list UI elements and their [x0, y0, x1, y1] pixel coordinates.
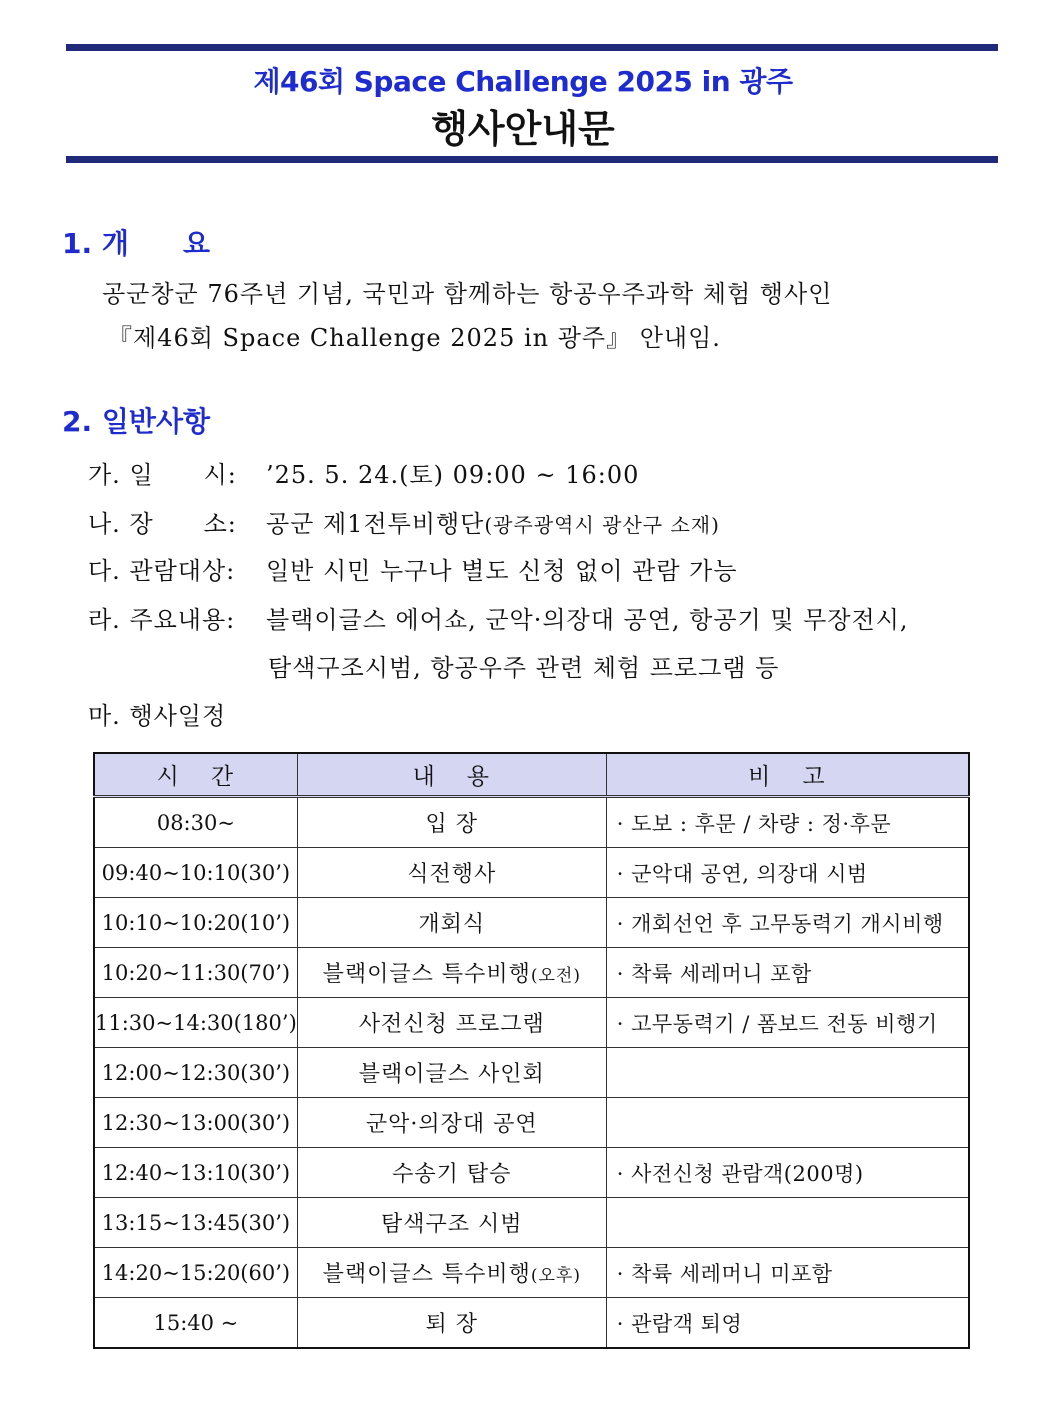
cell-content: 퇴 장	[297, 1298, 606, 1349]
header-content: 내 용	[297, 753, 606, 797]
item-value: ’25. 5. 24.(토) 09:00 ~ 16:00	[266, 461, 640, 489]
section-number: 1.	[62, 227, 93, 260]
cell-time: 09:40~10:10(30’)	[94, 848, 297, 898]
table-row	[94, 1148, 969, 1198]
item-note: (광주광역시 광산구 소재)	[484, 513, 720, 537]
cell-note: · 개회선언 후 고무동력기 개시비행	[606, 898, 969, 948]
table-row	[94, 1298, 969, 1349]
cell-time: 08:30~	[94, 797, 297, 848]
item-value: 일반 시민 누구나 별도 신청 없이 관람 가능	[266, 557, 738, 585]
table-row	[94, 898, 969, 948]
cell-note	[606, 1198, 969, 1248]
item-date	[88, 455, 639, 490]
item-key: 다. 관람대상:	[88, 557, 236, 585]
cell-content: 개회식	[297, 898, 606, 948]
item-audience	[88, 551, 738, 586]
cell-note: · 고무동력기 / 폼보드 전동 비행기	[606, 998, 969, 1048]
cell-time: 15:40 ~	[94, 1298, 297, 1349]
cell-time: 13:15~13:45(30’)	[94, 1198, 297, 1248]
table-row	[94, 1198, 969, 1248]
item-value: 블랙이글스 에어쇼, 군악·의장대 공연, 항공기 및 무장전시,	[266, 606, 909, 634]
cell-content: 사전신청 프로그램	[297, 998, 606, 1048]
table-row	[94, 1048, 969, 1098]
event-subtitle: 제46회 Space Challenge 2025 in 광주	[253, 65, 793, 98]
item-key: 라. 주요내용:	[88, 606, 236, 634]
cell-note	[606, 1098, 969, 1148]
table-row	[94, 797, 969, 848]
page-title: 행사안내문	[431, 107, 615, 151]
section-title-part-b: 요	[182, 227, 210, 260]
cell-time: 10:10~10:20(10’)	[94, 898, 297, 948]
item-value: 공군 제1전투비행단	[266, 510, 485, 538]
section-overview-heading	[62, 222, 210, 262]
cell-note: · 관람객 퇴영	[606, 1298, 969, 1349]
cell-note: · 군악대 공연, 의장대 시범	[606, 848, 969, 898]
item-key: 가. 일 시:	[88, 461, 237, 489]
table-row	[94, 848, 969, 898]
schedule-header-row	[94, 753, 969, 797]
cell-time: 10:20~11:30(70’)	[94, 948, 297, 998]
overview-line-1: 공군창군 76주년 기념, 국민과 함께하는 항공우주과학 체험 행사인	[102, 280, 833, 308]
table-row	[94, 948, 969, 998]
item-contents	[88, 600, 909, 635]
cell-content: 탐색구조 시범	[297, 1198, 606, 1248]
cell-content: 입 장	[297, 797, 606, 848]
cell-content: 수송기 탑승	[297, 1148, 606, 1198]
header-note: 비 고	[606, 753, 969, 797]
cell-content: 블랙이글스 특수비행(오전)	[297, 948, 606, 998]
cell-note: · 사전신청 관람객(200명)	[606, 1148, 969, 1198]
schedule-table	[93, 752, 970, 1349]
item-contents-continued: 탐색구조시범, 항공우주 관련 체험 프로그램 등	[268, 654, 780, 682]
cell-content: 블랙이글스 특수비행(오후)	[297, 1248, 606, 1298]
header-top-rule	[66, 44, 998, 51]
section-title-part-a: 개	[101, 227, 129, 260]
table-row	[94, 998, 969, 1048]
cell-note: · 착륙 세레머니 미포함	[606, 1248, 969, 1298]
item-place	[88, 504, 720, 539]
overview-line-2: 『제46회 Space Challenge 2025 in 광주』 안내임.	[108, 324, 721, 352]
table-row	[94, 1098, 969, 1148]
cell-content: 식전행사	[297, 848, 606, 898]
cell-time: 12:00~12:30(30’)	[94, 1048, 297, 1098]
header-bottom-rule	[66, 156, 998, 163]
cell-note: · 도보 : 후문 / 차량 : 정·후문	[606, 797, 969, 848]
cell-time: 14:20~15:20(60’)	[94, 1248, 297, 1298]
cell-time: 11:30~14:30(180’)	[94, 998, 297, 1048]
cell-time: 12:40~13:10(30’)	[94, 1148, 297, 1198]
item-schedule-label: 마. 행사일정	[88, 702, 227, 730]
cell-time: 12:30~13:00(30’)	[94, 1098, 297, 1148]
cell-content: 군악·의장대 공연	[297, 1098, 606, 1148]
section-general-heading: 2. 일반사항	[62, 405, 211, 438]
table-row	[94, 1248, 969, 1298]
item-key: 나. 장 소:	[88, 510, 237, 538]
header-time: 시 간	[94, 753, 297, 797]
cell-note	[606, 1048, 969, 1098]
cell-note: · 착륙 세레머니 포함	[606, 948, 969, 998]
cell-content: 블랙이글스 사인회	[297, 1048, 606, 1098]
